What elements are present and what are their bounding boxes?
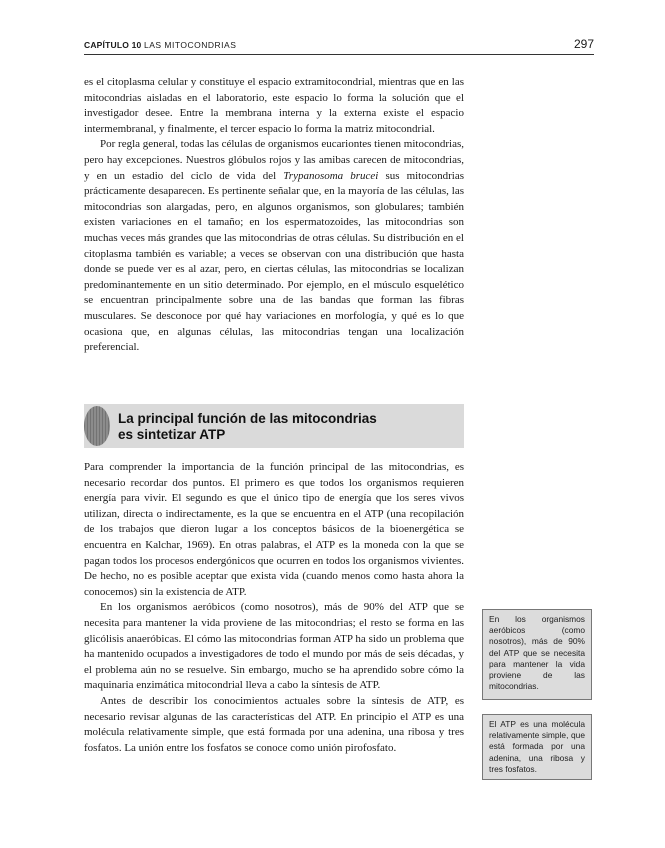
- section-text: [84, 460, 464, 756]
- paragraph: Antes de describir los conocimientos actuales sobre la síntesis de ATP, es necesario revisar algunas de las características del ATP. En principio el ATP es una molécula relativamente simple, que está formada por una adenina, una ribosa y tres fosfatos. La unión entre los fosfatos se conoce como unión pirofosfato.: [84, 694, 464, 754]
- species-name: Trypanosoma brucei: [283, 169, 379, 182]
- heading-line: es sintetizar ATP: [118, 427, 226, 442]
- section-marker-icon: [84, 406, 110, 446]
- section-heading: [84, 404, 464, 448]
- section-heading-text: [118, 411, 458, 443]
- text-run: sus mitocondrias prácticamente desaparecen. Es pertinente señalar que, en la mayoría de las células, las mitocondrias son alargadas, pero, en algunos organismos, son globulares; también existen variaciones en el tamaño; en los espermatozoides, las mitocondrias son muchas veces más grandes que las mitocondrias de otras células. Su distribución en el citoplasma también es variable; a veces se observan con una distribución que hasta donde se puede ver es al azar, pero, en ciertas células, las mitocondrias se localizan predominantemente en un sitio determinado. Por ejemplo, en el músculo esquelético se encuentran principalmente sobre una de las bandas que forman las fibras musculares. Se desconoce por qué hay variaciones en morfología, y qué es lo que ocasiona que, en algunas células, las mitocondrias tengan una localización preferencial.: [84, 169, 465, 354]
- paragraph: En los organismos aeróbicos (como nosotros), más de 90% del ATP que se necesita para mantener la vida proviene de las mitocondrias; el resto se forma en las glicólisis anaeróbicas. El cómo las mitocondrias forman ATP ha sido un problema que ha mantenido ocupados a investigadores de todo el mundo por más de seis décadas, y el problema aún no se resuelve. Sin embargo, mucho se ha aprendido sobre cómo la maquinaria enzimática mitocondrial lleva a cabo la síntesis de ATP.: [84, 601, 464, 692]
- text-run: Por regla general, todas las células de organismos eucariontes tienen mitocondrias, pero hay excepciones. Nuestros glóbulos rojos y las amibas carecen de mitocondrias, y en un estadio del ciclo de vida del: [84, 138, 464, 182]
- header-rule: [84, 54, 594, 55]
- heading-line: La principal función de las mitocondrias: [118, 411, 377, 426]
- running-head: [84, 37, 594, 53]
- paragraph: es el citoplasma celular y constituye el espacio extramitocondrial, mientras que en las mitocondrias aisladas en el laboratorio, este espacio lo forma la solución que el investigador desee. Entre la membrana interna y la externa existe el espacio intermembranal, y finalmente, el tercer espacio lo forma la matriz mitocondrial.: [84, 76, 464, 135]
- paragraph: Para comprender la importancia de la función principal de las mitocondrias, es necesario recordar dos puntos. El primero es que todos los organismos requieren energía para vivir. El segundo es que el único tipo de energía que los seres vivos utilizan, directa o indirectamente, es la que se encuentra en el ATP (una recopilación de los trabajos que dieron lugar a los conceptos básicos de la bioenergética se encuentra en Kalchar, 1969). En otras palabras, el ATP es la moneda con la que se pagan todos los procesos endergónicos que ocurren en todos los organismos vivientes. De hecho, no es posible aceptar que exista vida (cuando menos como hasta ahora la conocemos) sin la existencia de ATP.: [84, 461, 464, 598]
- chapter-label: CAPÍTULO 10: [84, 40, 142, 50]
- margin-note: En los organismos aeróbicos (como nosotros), más de 90% del ATP que se necesita para mantener la vida proviene de las mitocondrias.: [482, 609, 592, 700]
- chapter-title: LAS MITOCONDRIAS: [144, 40, 237, 50]
- page-number: 297: [573, 37, 594, 51]
- margin-note: El ATP es una molécula relativamente simple, que está formada por una adenina, una ribosa y tres fosfatos.: [482, 714, 592, 780]
- intro-text: [84, 75, 464, 356]
- paragraph: [84, 137, 464, 355]
